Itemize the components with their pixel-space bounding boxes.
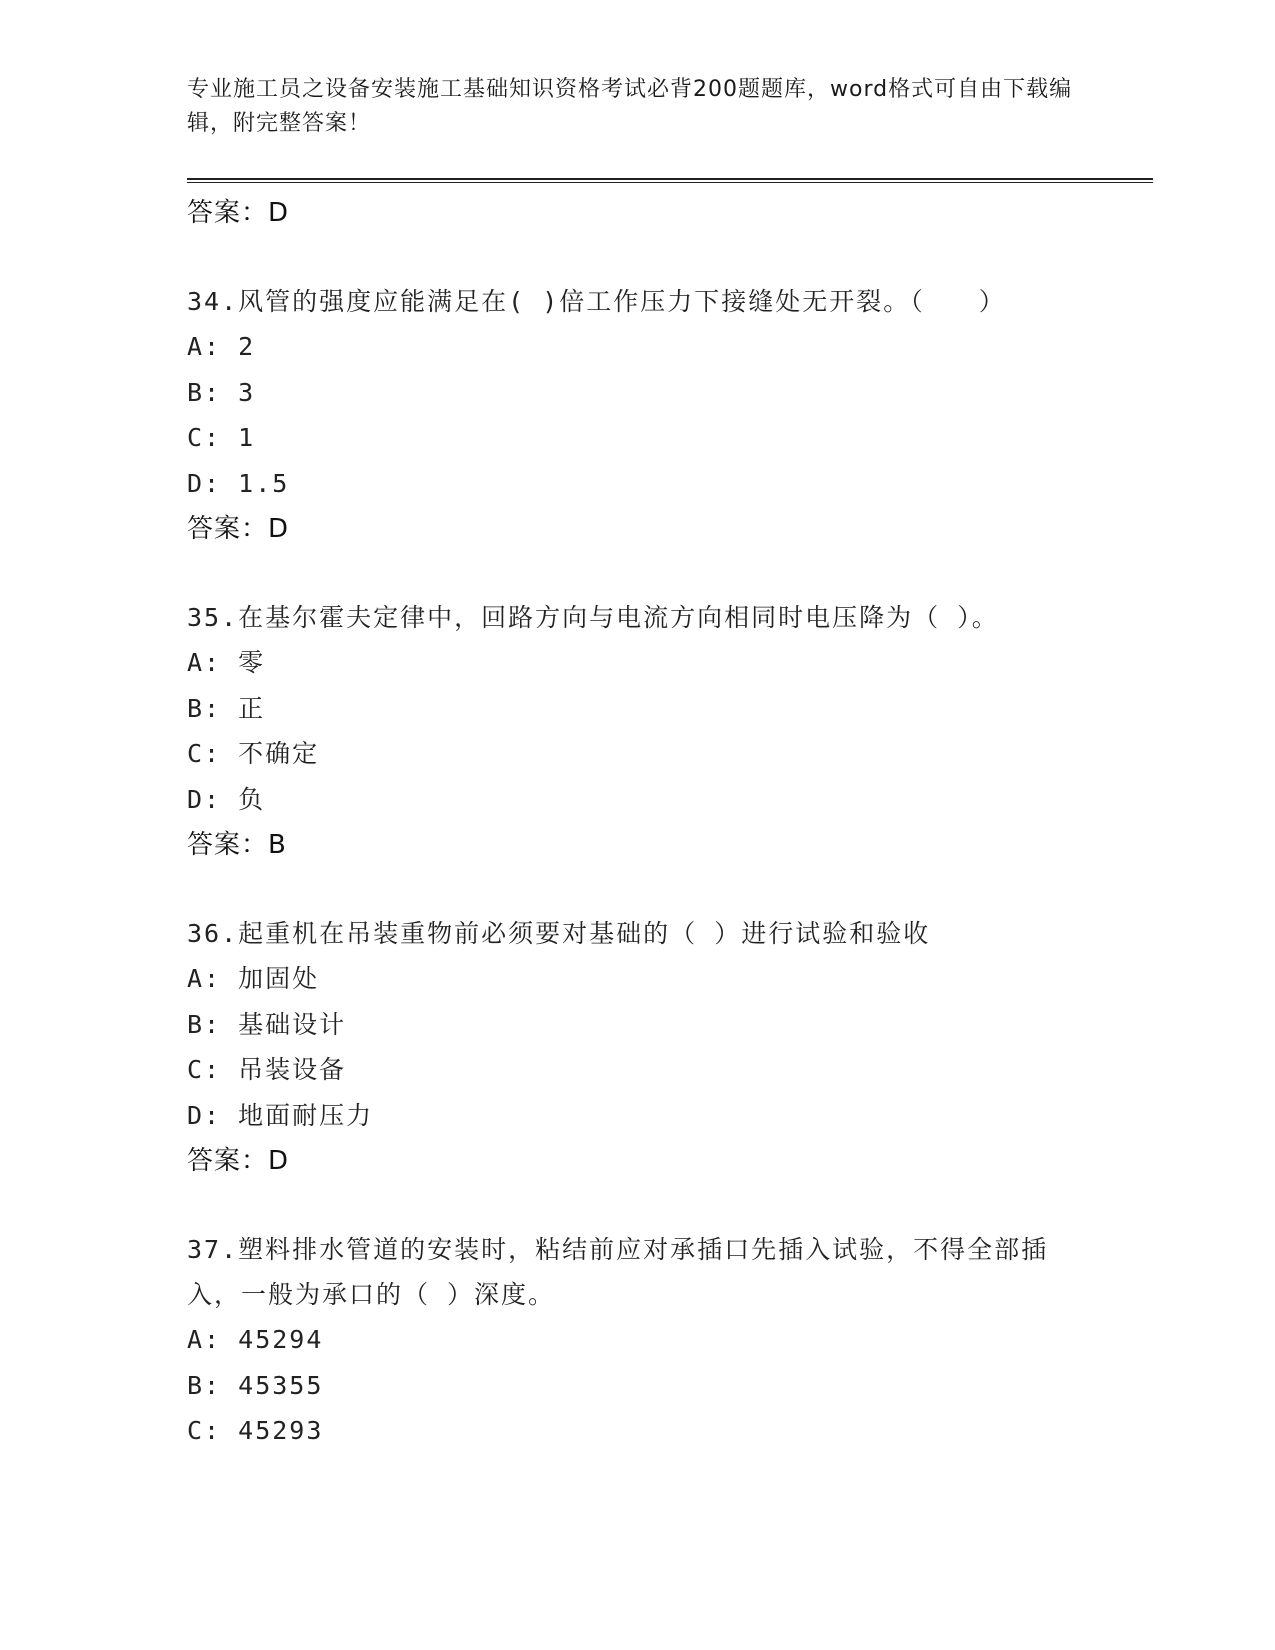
option-b: B: 45355 <box>187 1370 324 1400</box>
question-text: 34.风管的强度应能满足在( )倍工作压力下接缝处无开裂。（ ） <box>187 287 1006 316</box>
document-header <box>187 73 1087 141</box>
option-d: D: 负 <box>187 784 266 814</box>
option-a: A: 零 <box>187 648 266 677</box>
answer-line: 答案：D <box>187 198 290 228</box>
option-c: C: 1 <box>187 423 256 452</box>
option-b: B: 3 <box>187 377 256 407</box>
option-b: B: 基础设计 <box>187 1009 347 1039</box>
question-text: 36.起重机在吊装重物前必须要对基础的（ ）进行试验和验收 <box>187 919 931 948</box>
answer-line: 答案：B <box>187 830 287 860</box>
question-spacer <box>187 1184 1087 1227</box>
option-a: A: 加固处 <box>187 964 320 993</box>
header-divider <box>187 178 1153 183</box>
question-block <box>187 911 1087 1184</box>
answer-line: 答案：D <box>187 514 290 544</box>
option-b: B: 正 <box>187 693 266 723</box>
option-d: D: 地面耐压力 <box>187 1100 374 1130</box>
question-text: 37.塑料排水管道的安装时，粘结前应对承插口先插入试验，不得全部插入，一般为承口的（ ）深度。 <box>187 1235 1049 1309</box>
option-a: A: 2 <box>187 332 256 361</box>
question-block <box>187 595 1087 868</box>
option-c: C: 45293 <box>187 1416 324 1445</box>
question-spacer <box>187 236 1087 279</box>
option-a: A: 45294 <box>187 1325 324 1354</box>
answer-line: 答案：D <box>187 1146 290 1176</box>
question-block <box>187 1227 1087 1454</box>
question-spacer <box>187 552 1087 595</box>
question-spacer <box>187 868 1087 911</box>
option-d: D: 1.5 <box>187 468 290 498</box>
option-c: C: 不确定 <box>187 739 320 768</box>
option-c: C: 吊装设备 <box>187 1055 347 1084</box>
question-block <box>187 279 1087 552</box>
document-title: 专业施工员之设备安装施工基础知识资格考试必背200题题库，word格式可自由下载编辑，附完整答案！ <box>187 77 1073 136</box>
question-list <box>187 190 1087 1454</box>
question-text: 35.在基尔霍夫定律中，回路方向与电流方向相同时电压降为（ ）。 <box>187 603 999 632</box>
